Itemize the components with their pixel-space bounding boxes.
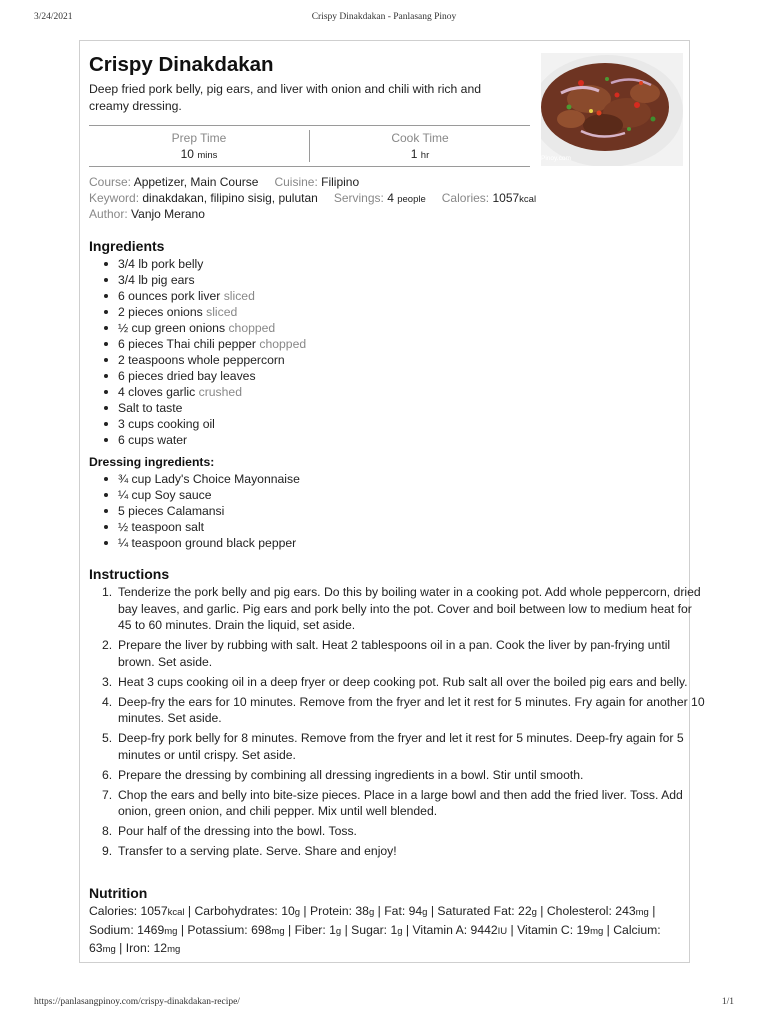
- nutrition-label: Potassium:: [187, 922, 248, 937]
- nutrition-item: [547, 904, 649, 918]
- ingredient-item: [118, 384, 306, 400]
- nutrition-item: [413, 923, 508, 937]
- nutrition-value: 38: [355, 904, 369, 918]
- nutrition-value: 12: [153, 941, 168, 955]
- dressing-item: ¼ teaspoon ground black pepper: [118, 535, 300, 551]
- nutrition-unit: g: [335, 925, 342, 937]
- nutrition-value: 19: [576, 922, 591, 937]
- nutrition-label: Cholesterol:: [546, 904, 612, 918]
- ingredient-note: crushed: [198, 385, 242, 399]
- nutrition-unit: g: [368, 907, 375, 918]
- keyword-value: dinakdakan, filipino sisig, pulutan: [142, 191, 318, 205]
- nutrition-label: Sugar:: [351, 922, 388, 937]
- nutrition-item: [126, 941, 181, 955]
- ingredient-note: chopped: [228, 321, 276, 335]
- course-label: Course:: [89, 175, 132, 189]
- cuisine-value: Filipino: [321, 175, 360, 189]
- nutrition-label: Vitamin C:: [517, 922, 574, 937]
- ingredient-note: chopped: [259, 337, 307, 351]
- ingredient-text: 3/4 lb pig ears: [118, 273, 195, 287]
- ingredient-item: [118, 368, 306, 384]
- instruction-step: Heat 3 cups cooking oil in a deep fryer or deep cooking pot. Rub salt all over the boiled pig ears and belly.: [118, 674, 688, 689]
- nutrition-label: Fat:: [384, 904, 406, 918]
- ingredient-item: [118, 288, 306, 304]
- meta-row-author: [89, 207, 205, 221]
- nutrition-label: Fiber:: [294, 922, 326, 937]
- dressing-item: 5 pieces Calamansi: [118, 503, 300, 519]
- cook-time-label: Cook Time: [391, 131, 449, 145]
- ingredient-text: Salt to taste: [118, 401, 183, 415]
- cook-time-value: [310, 147, 530, 161]
- nutrition-item: [384, 904, 427, 918]
- prep-time-unit: mins: [197, 150, 218, 161]
- nutrition-unit: g: [531, 907, 537, 918]
- nutrition-value: 1: [390, 922, 398, 937]
- instruction-step: Chop the ears and belly into bite-size pieces. Place in a large bowl and then add the fried liver. Toss. Add onion, green onion, and chili pepper. Mix until well blended.: [118, 787, 683, 818]
- recipe-title: Crispy Dinakdakan: [89, 53, 274, 76]
- ingredient-item: [118, 352, 306, 368]
- nutrition-item: [437, 904, 536, 918]
- ingredient-item: [118, 432, 306, 448]
- nutrition-value: 1469: [137, 922, 165, 937]
- nutrition-label: Protein:: [310, 904, 353, 918]
- instruction-step: Deep-fry pork belly for 8 minutes. Remove from the fryer and let it rest for 5 minutes. Deep-fry again for 5 minutes or until crispy. Set aside.: [118, 731, 684, 762]
- ingredient-text: 3 cups cooking oil: [118, 417, 215, 431]
- ingredient-item: [118, 320, 306, 336]
- calories-label: Calories:: [441, 191, 490, 205]
- dressing-heading: Dressing ingredients:: [89, 455, 215, 469]
- nutrition-unit: IU: [497, 925, 508, 937]
- ingredient-note: sliced: [223, 289, 255, 303]
- print-page-title: Crispy Dinakdakan - Panlasang Pinoy: [311, 12, 457, 22]
- ingredient-item: [118, 416, 306, 432]
- nutrition-item: [310, 904, 374, 918]
- ingredient-item: [118, 272, 306, 288]
- prep-time-label: Prep Time: [171, 131, 227, 145]
- print-footer: [34, 997, 734, 1011]
- nutrition-unit: mg: [102, 944, 116, 955]
- nutrition-facts: Calories: 1057kcal | Carbohydrates: 10g | Protein: 38g | Fat: 94g | Saturated Fat: 22g | Cholesterol: 243mg | Sodium: 1469mg | Potassium: 698mg | Fiber: 1g | Sugar: 1g | Vitamin A: 9442IU | Vitamin C: 19mg | Calcium: 63mg | Iron: 12mg: [89, 904, 661, 955]
- ingredient-text: 3/4 lb pork belly: [118, 257, 204, 271]
- servings-unit: people: [397, 194, 426, 205]
- ingredient-text: 6 pieces Thai chili pepper: [118, 337, 256, 351]
- instruction-step: Transfer to a serving plate. Serve. Share and enjoy!: [118, 844, 397, 858]
- recipe-summary: Deep fried pork belly, pig ears, and liver with onion and chili with rich and creamy dressing.: [89, 82, 482, 113]
- ingredients-heading: Ingredients: [89, 238, 165, 254]
- ingredient-note: sliced: [206, 305, 238, 319]
- author-label: Author:: [89, 207, 128, 221]
- servings-label: Servings:: [333, 191, 384, 205]
- nutrition-unit: kcal: [167, 907, 185, 918]
- instructions-heading: Instructions: [89, 566, 170, 582]
- photo-watermark: Pinoy.com: [541, 155, 571, 162]
- cook-time-number: 1: [410, 147, 418, 161]
- nutrition-item: [89, 923, 177, 937]
- print-header: [34, 12, 734, 26]
- nutrition-unit: mg: [167, 944, 181, 955]
- nutrition-unit: mg: [635, 907, 649, 918]
- instruction-step: Deep-fry the ears for 10 minutes. Remove from the fryer and let it rest for 5 minutes. Fry again for another 10 minutes. Set aside.: [118, 694, 705, 725]
- instructions-list: [89, 584, 708, 863]
- nutrition-value: 243: [615, 904, 636, 918]
- nutrition-label: Saturated Fat:: [437, 904, 515, 918]
- meta-row-course: [89, 175, 359, 189]
- dressing-item: ¾ cup Lady's Choice Mayonnaise: [118, 472, 300, 486]
- recipe-card: [79, 40, 705, 963]
- time-summary: [89, 125, 530, 167]
- course-value: Appetizer, Main Course: [133, 175, 259, 189]
- ingredient-item: [118, 336, 306, 352]
- nutrition-item: [351, 923, 402, 937]
- nutrition-unit: g: [422, 907, 428, 918]
- ingredient-text: 6 ounces pork liver: [118, 289, 221, 303]
- nutrition-value: 9442: [470, 922, 498, 937]
- nutrition-item: [89, 904, 185, 918]
- ingredient-text: ½ cup green onions: [118, 321, 226, 335]
- nutrition-unit: mg: [164, 925, 178, 937]
- author-value: Vanjo Merano: [131, 207, 205, 221]
- servings-value: 4: [387, 191, 394, 205]
- nutrition-label: Carbohydrates:: [194, 904, 278, 918]
- nutrition-unit: mg: [271, 925, 285, 937]
- print-page-number: 1/1: [721, 997, 734, 1007]
- nutrition-label: Vitamin A:: [412, 922, 468, 937]
- nutrition-value: 94: [408, 904, 423, 918]
- nutrition-heading: Nutrition: [89, 885, 148, 901]
- ingredient-item: [118, 400, 306, 416]
- ingredient-text: 4 cloves garlic: [118, 385, 196, 399]
- cuisine-label: Cuisine:: [274, 175, 318, 189]
- nutrition-value: 1: [329, 922, 336, 937]
- cook-time-unit: hr: [420, 150, 430, 161]
- dressing-item: ¼ cup Soy sauce: [118, 487, 300, 503]
- nutrition-item: [295, 923, 342, 937]
- nutrition-value: 10: [281, 904, 295, 918]
- cook-time: [310, 126, 530, 166]
- nutrition-item: [187, 923, 284, 937]
- meta-row-keyword: [89, 191, 536, 205]
- recipe-photo: [541, 53, 683, 166]
- nutrition-value: 698: [251, 922, 272, 937]
- ingredient-text: 6 cups water: [118, 433, 188, 447]
- print-date: 3/24/2021: [34, 12, 73, 22]
- instruction-step: Pour half of the dressing into the bowl. Toss.: [118, 824, 357, 838]
- nutrition-unit: g: [397, 925, 403, 937]
- dressing-item: ½ teaspoon salt: [118, 519, 300, 535]
- calories-value: 1057: [492, 191, 520, 205]
- prep-time-value: [89, 147, 309, 161]
- nutrition-unit: mg: [590, 925, 604, 937]
- nutrition-item: [517, 923, 603, 937]
- keyword-label: Keyword:: [89, 191, 140, 205]
- dressing-list: [89, 471, 300, 551]
- instruction-step: Tenderize the pork belly and pig ears. Do this by boiling water in a cooking pot. Add whole peppercorn, dried bay leaves, and garlic. Pig ears and pork belly into the pot. Cover and boil between low to medium heat for 45 to 60 minutes. Drain the liquid, set aside.: [118, 585, 701, 632]
- ingredient-text: 6 pieces dried bay leaves: [118, 369, 256, 383]
- nutrition-label: Calories:: [89, 904, 138, 918]
- ingredient-item: [118, 256, 306, 272]
- nutrition-label: Sodium:: [89, 922, 134, 937]
- ingredient-text: 2 pieces onions: [118, 305, 203, 319]
- prep-time-number: 10: [180, 147, 194, 161]
- print-url: https://panlasangpinoy.com/crispy-dinakdakan-recipe/: [34, 997, 240, 1007]
- nutrition-label: Iron:: [125, 941, 151, 955]
- calories-unit: kcal: [519, 194, 537, 205]
- nutrition-label: Calcium:: [613, 922, 661, 937]
- ingredient-text: 2 teaspoons whole peppercorn: [118, 353, 285, 367]
- prep-time: [89, 126, 309, 166]
- nutrition-value: 63: [89, 941, 103, 955]
- ingredient-item: [118, 304, 306, 320]
- nutrition-value: 1057: [140, 904, 168, 918]
- ingredients-list: [89, 256, 306, 448]
- nutrition-item: [194, 904, 300, 918]
- nutrition-unit: g: [294, 907, 301, 918]
- instruction-step: Prepare the dressing by combining all dressing ingredients in a bowl. Stir until smooth.: [118, 767, 584, 782]
- instruction-step: Prepare the liver by rubbing with salt. Heat 2 tablespoons oil in a pan. Cook the liver by pan-frying until brown. Set aside.: [118, 638, 671, 669]
- nutrition-value: 22: [518, 904, 532, 918]
